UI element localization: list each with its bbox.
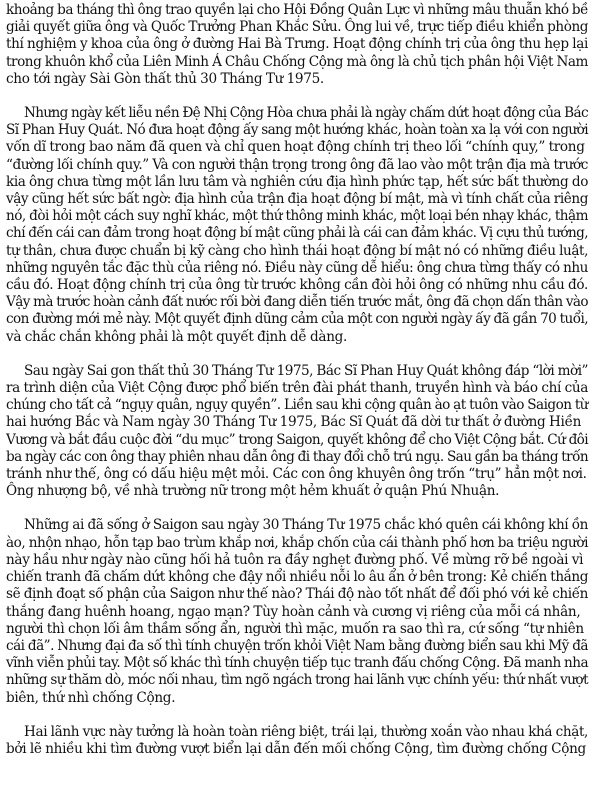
text-line: vĩnh viễn phủi tay. Một số khác thì tính chuyện tiếp tục tranh đấu chống Cộng. Đã manh nha [6, 655, 588, 672]
text-line: và chắc chắn không phải là một quyết định dễ dàng. [6, 328, 348, 345]
text-line: ba ngày các con ông thay phiên nhau dẫn ông đi thay đổi chỗ trú ngụ. Sau gần ba tháng trốn [6, 448, 588, 465]
text-line: vậy cũng hết sức bất ngờ: địa hình của trận địa hoạt động bí mật, mà vì tính chất của riêng [6, 191, 588, 208]
text-line: ào, nhộn nhạo, hỗn tạp bao trùm khắp nơi, khắp chốn của cái thành phố hơn ba triệu người [6, 534, 588, 551]
text-line: vốn dĩ trong bao năm đã quen và chỉ quen hoạt động chính trị theo lối “chính quy,” trong [6, 139, 585, 156]
text-line: Sau ngày Sai gon thất thủ 30 Tháng Tư 1975, Bác Sĩ Phan Huy Quát không đáp “lời mời” [24, 362, 588, 379]
paragraph [6, 2, 588, 88]
paragraph [6, 363, 588, 501]
text-line: tự thân, chưa được chuẩn bị kỹ càng cho hình thái hoạt động bí mật nó có những điều luật, [6, 242, 588, 259]
text-line: Vậy mà trước hoàn cảnh đất nước rối bời đang diễn tiến trước mắt, ông đã chọn dấn thân vào [6, 294, 588, 311]
text-line: kia ông chưa từng một lần lưu tâm và nghiên cứu địa hình phức tạp, hết sức bất thường do [6, 173, 588, 190]
text-line: ra trình diện của Việt Cộng được phổ biến trên đài phát thanh, truyền hình và báo chí của [6, 380, 588, 397]
text-line: Ông nhượng bộ, về nhà trường nữ trong một hẻm khuất ở quận Phú Nhuận. [6, 483, 500, 500]
text-line: giải quyết giữa ông và Quốc Trưởng Phan Khắc Sửu. Ông lui về, trực tiếp điều khiển phòng [6, 19, 588, 36]
text-line: trong khuôn khổ của Liên Minh Á Châu Chống Cộng mà ông là chủ tịch phân hội Việt Nam [6, 53, 588, 70]
text-line: Vương và bắt đầu cuộc đời “du mục” trong Saigon, quyết không để cho Việt Cộng bắt. Cứ đôi [6, 431, 588, 448]
text-line: con đường mới mẻ này. Một quyết định dũng cảm của một con người ngày ấy đã gần 70 tuổi, [6, 311, 588, 328]
text-line: những sự thăm dò, móc nối nhau, tìm ngõ ngách trong hai lãnh vực chính yếu: thứ nhất vượt [6, 672, 588, 689]
text-line: cầu đó. Hoạt động chính trị của ông từ trước không cần đòi hỏi ông có những nhu cầu đó. [6, 277, 588, 294]
text-line: cái đã”. Nhưng đại đa số thì tính chuyện trốn khỏi Việt Nam bằng đường biển sau khi Mỹ đã [6, 637, 588, 654]
text-line: Nhưng ngày kết liễu nền Đệ Nhị Cộng Hòa chưa phải là ngày chấm dứt hoạt động của Bác [24, 105, 588, 122]
text-line: Sĩ Phan Huy Quát. Nó đưa hoạt động ấy sang một hướng khác, hoàn toàn xa lạ với con người [6, 122, 588, 139]
body-text [6, 2, 588, 758]
text-line: người thì chọn lối âm thầm sống ẩn, người thì mặc, muốn ra sao thì ra, cứ sống “tự nhiên [6, 620, 584, 637]
paragraph [6, 724, 588, 758]
text-line: cho tới ngày Sài Gòn thất thủ 30 Tháng Tư 1975. [6, 70, 324, 87]
text-line: này hầu như ngày nào cũng hối hả tuôn ra đầy nghẹt đường phố. Về mừng rỡ bề ngoài vì [6, 551, 584, 568]
text-line: “đường lối chính quy.” Và con người thận trọng trong ông đã lao vào một trận địa mà trước [6, 156, 588, 173]
text-line: chiến tranh đã chấm dứt không che đậy nổi nhiều nỗi lo âu ẩn ở bên trong: Kẻ chiến thắng [6, 569, 588, 586]
text-line: Những ai đã sống ở Saigon sau ngày 30 Tháng Tư 1975 chắc khó quên cái không khí ồn [24, 517, 588, 534]
text-line: Hai lãnh vực này tưởng là hoàn toàn riêng biệt, trái lại, thường xoắn vào nhau khá chặt, [24, 723, 588, 740]
text-line: tránh như thế, ông có dấu hiệu mệt mỏi. Các con ông khuyên ông trốn “trụ” hẳn một nơi. [6, 466, 587, 483]
text-line: chúng cho tất cả “ngụy quân, ngụy quyền”. Liền sau khi cộng quân ào ạt tuôn vào Saigon từ [6, 397, 588, 414]
text-line: những nguyên tắc đặc thù của riêng nó. Điều này cũng dễ hiểu: ông chưa từng thấy có nhu [6, 259, 588, 276]
text-line: thắng đang huênh hoang, ngạo mạn? Tùy hoàn cảnh và cương vị riêng của mỗi cá nhân, [6, 603, 581, 620]
text-line: sẽ định đoạt số phận của Saigon như thế nào? Thái độ nào tốt nhất để đối phó với kẻ chiến [6, 586, 588, 603]
text-line: hai hướng Bắc và Nam ngày 30 Tháng Tư 1975, Bác Sĩ Quát đã dời tư thất ở đường Hiền [6, 414, 582, 431]
paragraph [6, 105, 588, 346]
text-line: biên, thứ nhì chống Cộng. [6, 689, 176, 706]
text-line: bởi lẽ nhiều khi tìm đường vượt biển lại dẫn đến mối chống Cộng, tìm đường chống Cộng [6, 740, 586, 757]
text-line: chí đến cái can đảm trong hoạt động bí mật cũng phải là cái can đảm khác. Vị cựu thủ tướng, [6, 225, 588, 242]
text-line: thí nghiệm y khoa của ông ở đường Hai Bà Trưng. Hoạt động chính trị của ông thu hẹp lại [6, 36, 588, 53]
text-line: nó, đòi hỏi một cách suy nghĩ khác, một thứ thông minh khác, một loại bén nhạy khác, thậm [6, 208, 588, 225]
paragraph [6, 517, 588, 706]
text-line: khoảng ba tháng thì ông trao quyền lại cho Hội Đồng Quân Lực vì những mâu thuẫn khó bề [6, 2, 588, 18]
